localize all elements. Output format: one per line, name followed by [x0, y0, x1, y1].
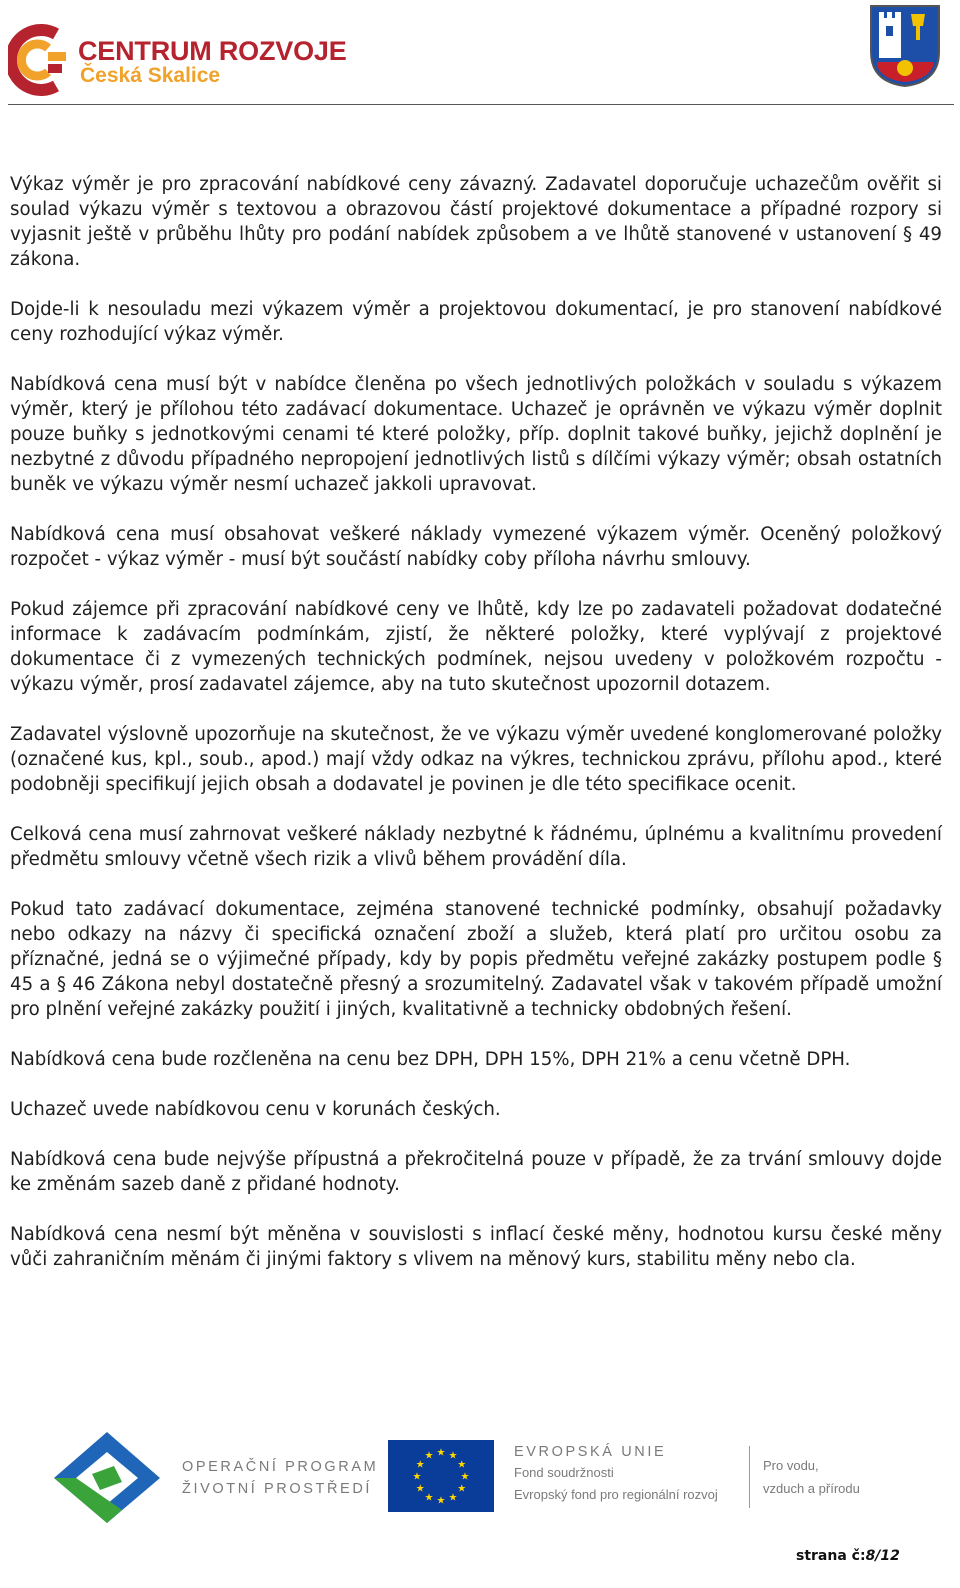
- eu-star-icon: ★: [424, 1492, 434, 1504]
- slogan: [763, 1454, 860, 1500]
- eu-text: [514, 1442, 718, 1506]
- footer-divider: [749, 1446, 750, 1508]
- paragraph: Výkaz výměr je pro zpracování nabídkové ceny závazný. Zadavatel doporučuje uchazečům ověřit si soulad výkazu výměr s textovou a obrazovou částí projektové dokumentace a případné rozpory si vyjasnit ještě v průběhu lhůty pro podání nabídek způsobem a ve lhůtě stanovené v ustanovení § 49 zákona.: [10, 174, 942, 270]
- eu-star-icon: ★: [424, 1450, 434, 1462]
- slogan-line: vzduch a přírodu: [763, 1481, 860, 1496]
- eu-star-icon: ★: [412, 1471, 422, 1483]
- page-number-value: 8/12: [865, 1548, 900, 1564]
- paragraph: Nabídková cena musí být v nabídce členěna po všech jednotlivých položkách v souladu s výkazem výměr, který je přílohou této zadávací dokumentace. Uchazeč je oprávněn ve výkazu výměr doplnit pouze buňky s jednotkovými cenami té které položky, příp. doplnit takové buňky, jejichž doplnění je nezbytné z důvodu případného nepropojení jednotlivých listů s dílčími výkazy výměr; obsah ostatních buněk ve výkazu výměr nesmí uchazeč jakkoli upravovat.: [10, 374, 942, 495]
- eu-star-icon: ★: [436, 1495, 446, 1507]
- paragraph: Pokud zájemce při zpracování nabídkové ceny ve lhůtě, kdy lze po zadavateli požadovat dodatečné informace k zadávacím podmínkám, zjistí, že některé položky, které vyplývají z projektové dokumentace či z vymezených technických podmínek, nejsou uvedeny v položkovém rozpočtu - výkazu výměr, prosí zadavatel zájemce, aby na tuto skutečnost upozornil dotazem.: [10, 599, 942, 695]
- paragraph: Nabídková cena musí obsahovat veškeré náklady vymezené výkazem výměr. Oceněný položkový rozpočet - výkaz výměr - musí být součástí nabídky coby příloha návrhu smlouvy.: [10, 524, 942, 570]
- town-crest-icon: [867, 4, 943, 88]
- page-number-label: strana č:: [796, 1548, 866, 1564]
- paragraph: Nabídková cena nesmí být měněna v souvislosti s inflací české měny, hodnotou kursu české měny vůči zahraničním měnám či jinými faktory s vlivem na měnový kurs, stabilitu měny nebo cla.: [10, 1224, 942, 1270]
- eu-star-icon: ★: [448, 1492, 458, 1504]
- paragraph: Nabídková cena bude nejvýše přípustná a překročitelná pouze v případě, že za trvání smlouvy dojde ke změnám sazeb daně z přidané hodnoty.: [10, 1149, 942, 1195]
- paragraph: Pokud tato zadávací dokumentace, zejména stanovené technické podmínky, obsahují požadavky nebo odkazy na názvy či specifická označení zboží a služeb, která platí pro určitou osobu za příznačné, jedná se o výjimečné případy, kdy by popis předmětu veřejné zakázky postupem podle § 45 a § 46 Zákona nebyl dostatečně přesný a srozumitelný. Zadavatel však v takovém případě umožní pro plnění veřejné zakázky použití i jiných, kvalitativně a technicky obdobných řešení.: [10, 899, 942, 1020]
- eu-flag-icon: [388, 1440, 494, 1512]
- eu-fund-line: Evropský fond pro regionální rozvoj: [514, 1487, 718, 1502]
- paragraph: Uchazeč uvede nabídkovou cenu v korunách českých.: [10, 1099, 501, 1120]
- slogan-line: Pro vodu,: [763, 1458, 819, 1473]
- centrum-rozvoje-logo-icon: [8, 22, 72, 98]
- logo-subtitle: Česká Skalice: [80, 64, 221, 87]
- opzp-text: [182, 1456, 378, 1500]
- paragraph: Nabídková cena bude rozčleněna na cenu bez DPH, DPH 15%, DPH 21% a cenu včetně DPH.: [10, 1049, 851, 1070]
- eu-star-icon: ★: [415, 1459, 425, 1471]
- opzp-line: OPERAČNÍ PROGRAM: [182, 1459, 379, 1475]
- document-body: [10, 172, 942, 1297]
- eu-star-icon: ★: [415, 1483, 425, 1495]
- page-number: [796, 1548, 900, 1564]
- page-footer: [0, 1420, 960, 1530]
- paragraph: Celková cena musí zahrnovat veškeré náklady nezbytné k řádnému, úplnému a kvalitnímu provedení předmětu smlouvy včetně všech rizik a vlivů během provádění díla.: [10, 824, 942, 870]
- eu-star-icon: ★: [448, 1450, 458, 1462]
- eu-title: EVROPSKÁ UNIE: [514, 1444, 667, 1460]
- eu-star-icon: ★: [457, 1483, 467, 1495]
- opzp-line: ŽIVOTNÍ PROSTŘEDÍ: [182, 1481, 373, 1497]
- eu-star-icon: ★: [457, 1459, 467, 1471]
- paragraph: Zadavatel výslovně upozorňuje na skutečnost, že ve výkazu výměr uvedené konglomerované položky (označené kus, kpl., soub., apod.) mají vždy odkaz na výkres, technickou zprávu, přílohu apod., které podobněji specifikují jejich obsah a dodavatel je povinen je dle této specifikace ocenit.: [10, 724, 942, 795]
- logo-title: CENTRUM ROZVOJE: [78, 36, 347, 66]
- eu-star-icon: ★: [460, 1471, 470, 1483]
- eu-fund-line: Fond soudržnosti: [514, 1465, 614, 1480]
- opzp-logo-icon: [52, 1430, 162, 1525]
- page-header: [0, 0, 960, 108]
- eu-star-icon: ★: [436, 1447, 446, 1459]
- header-divider: [8, 104, 954, 105]
- paragraph: Dojde-li k nesouladu mezi výkazem výměr a projektovou dokumentací, je pro stanovení nabídkové ceny rozhodující výkaz výměr.: [10, 299, 942, 345]
